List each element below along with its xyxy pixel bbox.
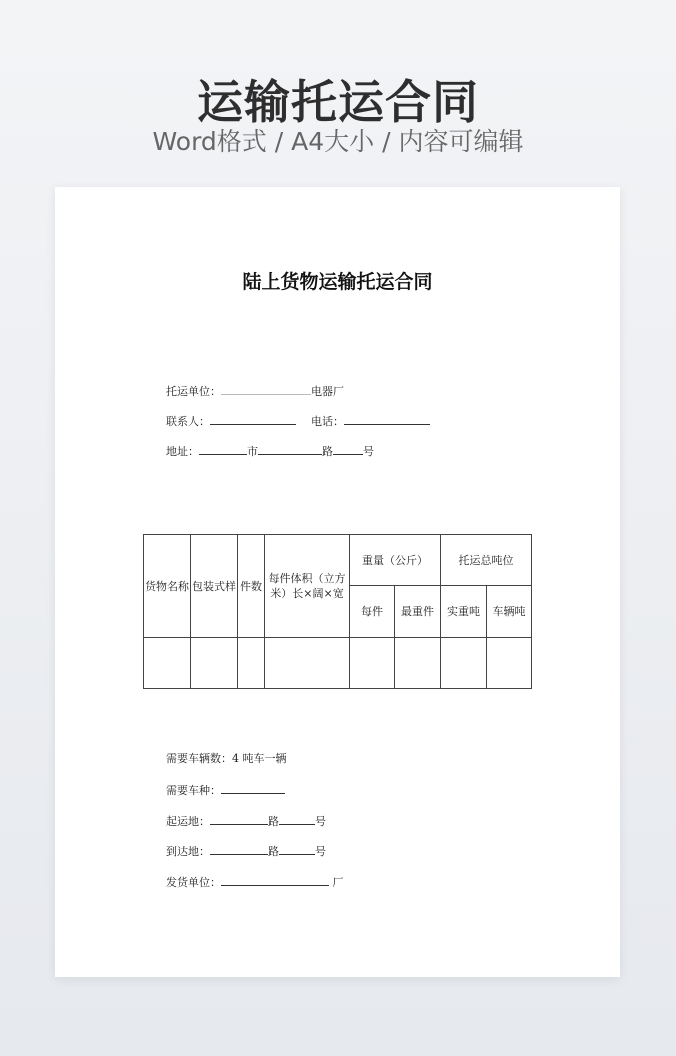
vehicles-needed-value: 4 吨车一辆 <box>232 752 287 765</box>
header-volume: 每件体积（立方米）长×阔×宽 <box>265 535 350 638</box>
origin-number-label: 号 <box>315 815 326 828</box>
address-number-label: 号 <box>363 445 374 458</box>
cell-cargo-name[interactable] <box>144 638 191 689</box>
cell-weight-each[interactable] <box>350 638 395 689</box>
table-row <box>144 638 532 689</box>
origin-line <box>166 812 326 830</box>
vehicle-type-line <box>166 781 285 799</box>
contact-line <box>166 412 430 430</box>
address-line <box>166 442 374 460</box>
shipper-label: 发货单位： <box>166 876 221 889</box>
vehicles-needed-label: 需要车辆数： <box>166 752 232 765</box>
cell-vehicle-ton[interactable] <box>487 638 532 689</box>
address-label: 地址： <box>166 445 199 458</box>
header-tonnage: 托运总吨位 <box>441 535 532 586</box>
phone-label: 电话： <box>311 415 344 428</box>
banner-subtitle: Word格式 / A4大小 / 内容可编辑 <box>152 127 524 156</box>
header-quantity: 件数 <box>238 535 265 638</box>
origin-label: 起运地： <box>166 815 210 828</box>
address-road-blank[interactable] <box>258 442 322 455</box>
destination-blank[interactable] <box>210 842 268 855</box>
destination-label: 到达地： <box>166 845 210 858</box>
cell-weight-max[interactable] <box>395 638 441 689</box>
consignor-suffix: 电器厂 <box>311 385 344 398</box>
destination-number-label: 号 <box>315 845 326 858</box>
header-actual-ton: 实重吨 <box>441 586 487 638</box>
consignor-line <box>166 382 344 400</box>
phone-blank[interactable] <box>344 412 430 425</box>
vehicles-needed-line <box>166 751 287 767</box>
vehicle-type-label: 需要车种： <box>166 784 221 797</box>
header-cargo-name: 货物名称 <box>144 535 191 638</box>
header-weight: 重量（公斤） <box>350 535 441 586</box>
shipper-suffix: 厂 <box>332 876 344 889</box>
header-weight-max: 最重件 <box>395 586 441 638</box>
destination-line <box>166 842 326 860</box>
cargo-table <box>143 534 532 689</box>
address-road-label: 路 <box>322 445 333 458</box>
origin-blank[interactable] <box>210 812 268 825</box>
consignor-label: 托运单位： <box>166 385 221 398</box>
address-city-label: 市 <box>247 445 258 458</box>
origin-road-label: 路 <box>268 815 279 828</box>
cell-actual-ton[interactable] <box>441 638 487 689</box>
vehicle-type-blank[interactable] <box>221 781 285 794</box>
contact-blank[interactable] <box>210 412 296 425</box>
banner-title: 运输托运合同 <box>197 75 479 129</box>
header-weight-each: 每件 <box>350 586 395 638</box>
document-page <box>55 187 620 977</box>
address-city-blank[interactable] <box>199 442 247 455</box>
shipper-blank[interactable] <box>221 873 329 886</box>
shipper-line <box>166 873 344 891</box>
destination-number-blank[interactable] <box>279 842 315 855</box>
destination-road-label: 路 <box>268 845 279 858</box>
header-packaging: 包装式样 <box>191 535 238 638</box>
contact-label: 联系人： <box>166 415 210 428</box>
consignor-blank[interactable] <box>221 382 311 395</box>
address-number-blank[interactable] <box>333 442 363 455</box>
cell-packaging[interactable] <box>191 638 238 689</box>
cell-volume[interactable] <box>265 638 350 689</box>
header-vehicle-ton: 车辆吨 <box>487 586 532 638</box>
document-title: 陆上货物运输托运合同 <box>242 271 433 293</box>
origin-number-blank[interactable] <box>279 812 315 825</box>
cell-quantity[interactable] <box>238 638 265 689</box>
